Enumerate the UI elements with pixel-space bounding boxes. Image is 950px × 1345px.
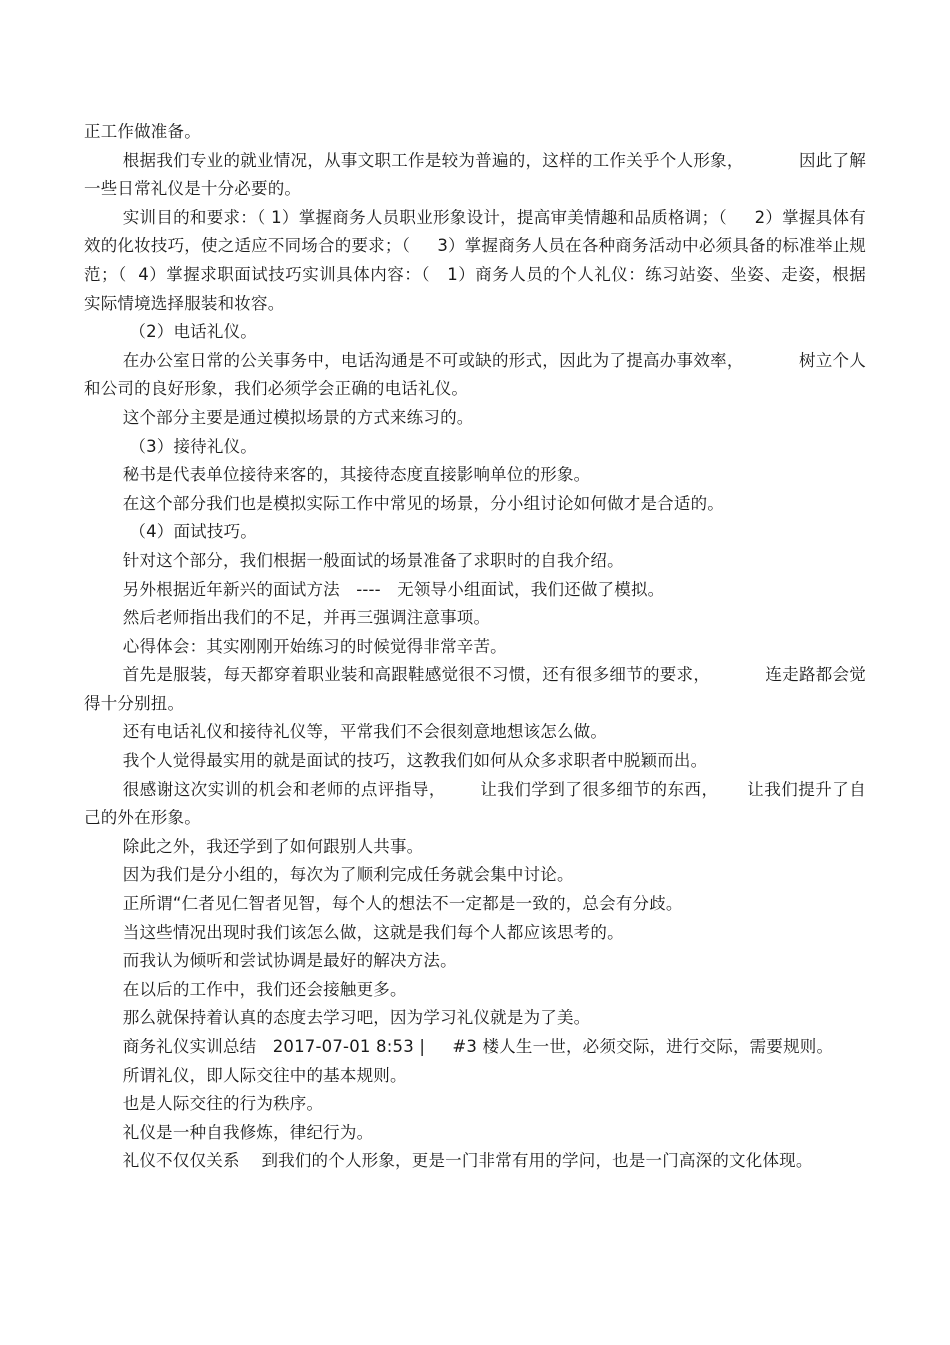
paragraph: 针对这个部分，我们根据一般面试的场景准备了求职时的自我介绍。 bbox=[122, 550, 624, 570]
paragraph: 实训目的和要求：（ 1）掌握商务人员职业形象设计，提高审美情趣和品质格调；（ 2）掌握具体有效的化妆技巧，使之适应不同场合的要求；（ 3）掌握商务人员在各种商务活动中必须具备的标准举止规范；（ 4）掌握求职面试技巧实训具体内容：（ 1）商务人员的个人礼仪：练习站姿、坐姿、走姿，根据实际情境选择服装和妆容。 bbox=[84, 207, 866, 313]
paragraph: 商务礼仪实训总结 2017-07-01 8:53 | #3 楼人生一世，必须交际，进行交际，需要规则。 bbox=[122, 1037, 834, 1056]
paragraph: 首先是服装，每天都穿着职业装和高跟鞋感觉很不习惯，还有很多细节的要求， 连走路都会觉得十分别扭。 bbox=[84, 665, 866, 713]
paragraph: 这个部分主要是通过模拟场景的方式来练习的。 bbox=[122, 407, 474, 427]
paragraph: 那么就保持着认真的态度去学习吧，因为学习礼仪就是为了美。 bbox=[122, 1008, 591, 1028]
paragraph: 在这个部分我们也是模拟实际工作中常见的场景，分小组讨论如何做才是合适的。 bbox=[122, 493, 724, 513]
paragraph: 正工作做准备。 bbox=[84, 122, 201, 141]
paragraph: 而我认为倾听和尝试协调是最好的解决方法。 bbox=[122, 951, 457, 971]
paragraph: （4）面试技巧。 bbox=[129, 522, 257, 542]
paragraph: 很感谢这次实训的机会和老师的点评指导， 让我们学到了很多细节的东西， 让我们提升了自己的外在形象。 bbox=[84, 779, 866, 828]
paragraph: 礼仪不仅仅关系 到我们的个人形象，更是一门非常有用的学问，也是一门高深的文化体现。 bbox=[122, 1151, 813, 1171]
paragraph: 根据我们专业的就业情况，从事文职工作是较为普遍的，这样的工作关乎个人形象， 因此了解一些日常礼仪是十分必要的。 bbox=[84, 150, 866, 199]
paragraph: 正所谓“仁者见仁智者见智，每个人的想法不一定都是一致的，总会有分歧。 bbox=[122, 894, 683, 914]
paragraph: （3）接待礼仪。 bbox=[129, 436, 257, 456]
paragraph: 礼仪是一种自我修炼，律纪行为。 bbox=[122, 1122, 374, 1142]
paragraph: 也是人际交往的行为秩序。 bbox=[122, 1094, 324, 1114]
paragraph: 我个人觉得最实用的就是面试的技巧，这教我们如何从众多求职者中脱颖而出。 bbox=[122, 751, 708, 771]
paragraph: 秘书是代表单位接待来客的，其接待态度直接影响单位的形象。 bbox=[122, 465, 591, 485]
paragraph: 除此之外，我还学到了如何跟别人共事。 bbox=[122, 836, 424, 856]
paragraph: 因为我们是分小组的，每次为了顺利完成任务就会集中讨论。 bbox=[122, 865, 574, 885]
paragraph: 当这些情况出现时我们该怎么做，这就是我们每个人都应该思考的。 bbox=[122, 922, 624, 942]
paragraph: 还有电话礼仪和接待礼仪等，平常我们不会很刻意地想该怎么做。 bbox=[122, 722, 608, 742]
document-body bbox=[84, 118, 866, 1176]
paragraph: 另外根据近年新兴的面试方法 ---- 无领导小组面试，我们还做了模拟。 bbox=[122, 579, 665, 599]
paragraph: 在办公室日常的公关事务中，电话沟通是不可或缺的形式，因此为了提高办事效率， 树立个人和公司的良好形象，我们必须学会正确的电话礼仪。 bbox=[84, 350, 866, 399]
paragraph: 在以后的工作中，我们还会接触更多。 bbox=[122, 979, 407, 999]
paragraph: 心得体会：其实刚刚开始练习的时候觉得非常辛苦。 bbox=[122, 636, 507, 656]
paragraph: 然后老师指出我们的不足，并再三强调注意事项。 bbox=[122, 608, 491, 628]
paragraph: 所谓礼仪，即人际交往中的基本规则。 bbox=[122, 1065, 407, 1085]
paragraph: （2）电话礼仪。 bbox=[129, 322, 257, 342]
